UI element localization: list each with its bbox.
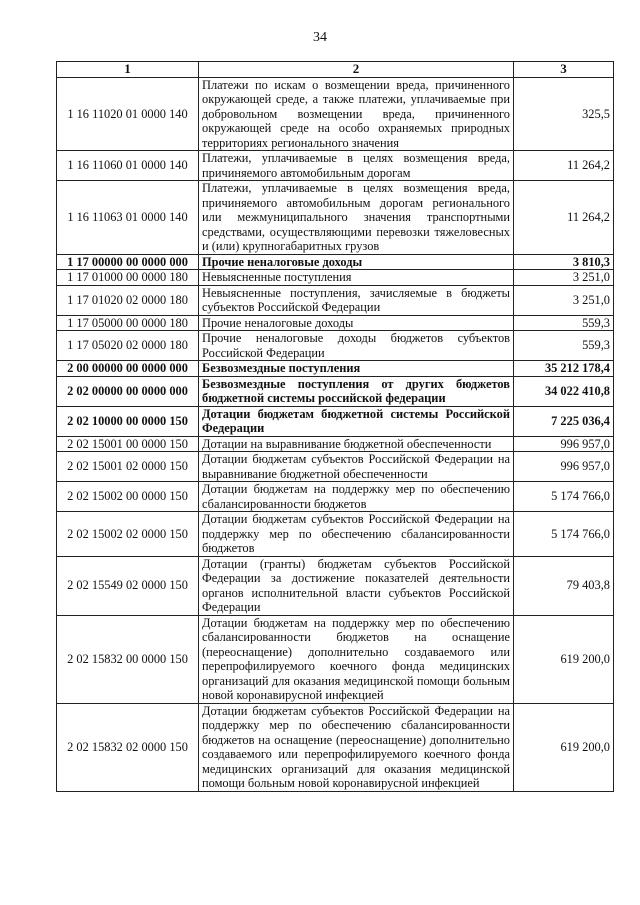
row-amount: 34 022 410,8	[514, 376, 614, 406]
row-amount: 35 212 178,4	[514, 361, 614, 377]
table-header-row	[57, 62, 614, 78]
row-description: Дотации бюджетам субъектов Российской Федерации на выравнивание бюджетной обеспеченности	[199, 452, 514, 482]
table-row	[57, 361, 614, 377]
table-row	[57, 406, 614, 436]
table-row	[57, 331, 614, 361]
row-code: 2 02 15549 02 0000 150	[57, 556, 199, 615]
row-amount: 7 225 036,4	[514, 406, 614, 436]
column-header-amount: 3	[514, 62, 614, 78]
table-row	[57, 151, 614, 181]
row-code: 1 17 01000 00 0000 180	[57, 270, 199, 286]
row-amount: 3 810,3	[514, 254, 614, 270]
row-code: 2 02 15001 00 0000 150	[57, 436, 199, 452]
budget-revenue-table	[56, 61, 614, 792]
row-code: 2 02 10000 00 0000 150	[57, 406, 199, 436]
table-row	[57, 254, 614, 270]
table-row	[57, 556, 614, 615]
row-code: 1 16 11020 01 0000 140	[57, 77, 199, 151]
table-row	[57, 615, 614, 703]
row-description: Платежи, уплачиваемые в целях возмещения вреда, причиняемого автомобильным дорогам регионального или межмуниципального значения транспортными средствами, осуществляющими перевозки тяжеловесных и (или) крупногабаритных грузов	[199, 181, 514, 255]
row-description: Дотации бюджетам на поддержку мер по обеспечению сбалансированности бюджетов на оснащение (переоснащение) дополнительно создаваемого или перепрофилируемого коечного фонда медицинских организаций для оказания медицинской помощи больным новой коронавирусной инфекцией	[199, 615, 514, 703]
row-description: Дотации бюджетам субъектов Российской Федерации на поддержку мер по обеспечению сбалансированности бюджетов	[199, 512, 514, 557]
row-code: 1 16 11060 01 0000 140	[57, 151, 199, 181]
table-row	[57, 315, 614, 331]
row-code: 2 02 15002 02 0000 150	[57, 512, 199, 557]
row-description: Дотации бюджетам субъектов Российской Федерации на поддержку мер по обеспечению сбалансированности бюджетов на оснащение (переоснащение) дополнительно создаваемого или перепрофилируемого коечного фонда медицинских организаций для оказания медицинской помощи больным новой коронавирусной инфекцией	[199, 703, 514, 791]
row-code: 1 17 00000 00 0000 000	[57, 254, 199, 270]
row-code: 2 02 15832 00 0000 150	[57, 615, 199, 703]
row-code: 1 16 11063 01 0000 140	[57, 181, 199, 255]
row-amount: 3 251,0	[514, 270, 614, 286]
row-description: Платежи по искам о возмещении вреда, причиненного окружающей среде, а также платежи, уплачиваемые при добровольном возмещении вреда, причиненного окружающей среде на особо охраняемых природных территориях регионального значения	[199, 77, 514, 151]
row-amount: 5 174 766,0	[514, 512, 614, 557]
row-code: 2 02 00000 00 0000 000	[57, 376, 199, 406]
row-amount: 619 200,0	[514, 703, 614, 791]
row-code: 2 02 15832 02 0000 150	[57, 703, 199, 791]
row-amount: 996 957,0	[514, 452, 614, 482]
row-code: 2 02 15002 00 0000 150	[57, 482, 199, 512]
row-amount: 3 251,0	[514, 285, 614, 315]
table-row	[57, 482, 614, 512]
table-row	[57, 376, 614, 406]
row-description: Невыясненные поступления	[199, 270, 514, 286]
row-amount: 619 200,0	[514, 615, 614, 703]
table-row	[57, 285, 614, 315]
row-description: Безвозмездные поступления от других бюджетов бюджетной системы российской федерации	[199, 376, 514, 406]
row-amount: 559,3	[514, 315, 614, 331]
row-description: Невыясненные поступления, зачисляемые в бюджеты субъектов Российской Федерации	[199, 285, 514, 315]
row-code: 1 17 01020 02 0000 180	[57, 285, 199, 315]
row-code: 1 17 05000 00 0000 180	[57, 315, 199, 331]
row-amount: 5 174 766,0	[514, 482, 614, 512]
row-description: Дотации (гранты) бюджетам субъектов Российской Федерации за достижение показателей деятельности органов исполнительной власти субъектов Российской Федерации	[199, 556, 514, 615]
table-row	[57, 270, 614, 286]
row-amount: 11 264,2	[514, 151, 614, 181]
column-header-description: 2	[199, 62, 514, 78]
row-amount: 996 957,0	[514, 436, 614, 452]
page-number: 34	[313, 30, 327, 45]
row-code: 2 00 00000 00 0000 000	[57, 361, 199, 377]
table-row	[57, 181, 614, 255]
table-row	[57, 512, 614, 557]
row-amount: 11 264,2	[514, 181, 614, 255]
row-description: Прочие неналоговые доходы	[199, 315, 514, 331]
row-amount: 79 403,8	[514, 556, 614, 615]
row-code: 2 02 15001 02 0000 150	[57, 452, 199, 482]
table-row	[57, 77, 614, 151]
row-amount: 559,3	[514, 331, 614, 361]
column-header-code: 1	[57, 62, 199, 78]
row-description: Прочие неналоговые доходы	[199, 254, 514, 270]
table-row	[57, 436, 614, 452]
row-description: Платежи, уплачиваемые в целях возмещения вреда, причиняемого автомобильным дорогам	[199, 151, 514, 181]
row-amount: 325,5	[514, 77, 614, 151]
row-description: Безвозмездные поступления	[199, 361, 514, 377]
table-row	[57, 452, 614, 482]
row-description: Дотации на выравнивание бюджетной обеспеченности	[199, 436, 514, 452]
table-row	[57, 703, 614, 791]
row-description: Дотации бюджетам на поддержку мер по обеспечению сбалансированности бюджетов	[199, 482, 514, 512]
row-description: Дотации бюджетам бюджетной системы Российской Федерации	[199, 406, 514, 436]
row-description: Прочие неналоговые доходы бюджетов субъектов Российской Федерации	[199, 331, 514, 361]
row-code: 1 17 05020 02 0000 180	[57, 331, 199, 361]
